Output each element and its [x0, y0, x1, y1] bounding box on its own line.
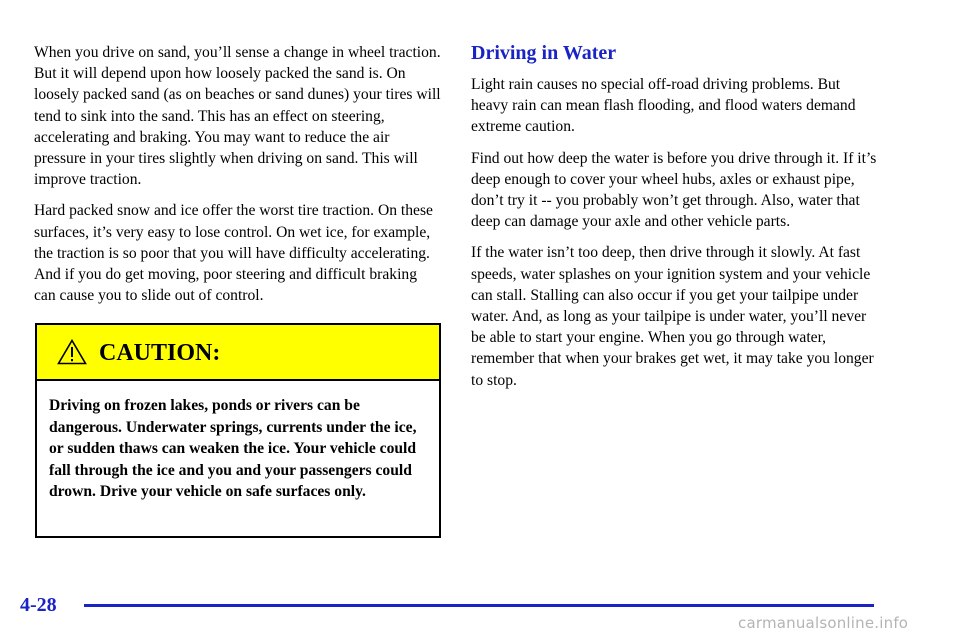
paragraph-drive-slowly: If the water isn’t too deep, then drive through it slowly. At fast speeds, water splashes on your ignition system and your vehicle can stall. Stalling can also occur if you get your tailpipe under water. And, as long as your tailpipe is under water, you’ll never be able to start your engine. When you go through water, remember that when your brakes get wet, it may take you longer to stop.	[471, 244, 874, 389]
caution-title: CAUTION:	[99, 340, 221, 366]
left-column	[34, 42, 442, 316]
caution-body: Driving on frozen lakes, ponds or rivers can be dangerous. Underwater springs, currents under the ice, or sudden thaws can weaken the ice. Your vehicle could fall through the ice and you and your passengers could drown. Drive your vehicle on safe surfaces only.	[49, 397, 417, 501]
footer-divider	[84, 604, 874, 607]
paragraph-light-rain: Light rain causes no special off-road driving problems. But heavy rain can mean flash flooding, and flood waters demand extreme caution.	[471, 76, 856, 136]
warning-triangle-icon	[57, 339, 87, 365]
section-heading-driving-in-water: Driving in Water	[471, 42, 617, 64]
paragraph-snow-ice-traction: Hard packed snow and ice offer the worst tire traction. On these surfaces, it’s very easy to lose control. On wet ice, for example, the traction is so poor that you will have difficulty accelerating. And if you do get moving, poor steering and difficult braking can cause you to slide out of control.	[34, 202, 433, 305]
paragraph-water-depth: Find out how deep the water is before you drive through it. If it’s deep enough to cover your wheel hubs, axles or exhaust pipe, don’t try it -- you probably won’t get through. Also, water that deep can damage your axle and other vehicle parts.	[471, 149, 877, 231]
page-number: 4-28	[20, 594, 57, 616]
watermark: carmanualsonline.info	[738, 614, 909, 632]
paragraph-sand-traction: When you drive on sand, you’ll sense a change in wheel traction. But it will depend upon how loosely packed the sand is. On loosely packed sand (as on beaches or sand dunes) your tires will tend to sink into the sand. This has an effect on steering, accelerating and braking. You may want to reduce the air pressure in your tires slightly when driving on sand. This will improve traction.	[34, 44, 441, 189]
caution-box	[35, 323, 441, 538]
right-column	[471, 42, 881, 401]
caution-header	[37, 325, 439, 381]
